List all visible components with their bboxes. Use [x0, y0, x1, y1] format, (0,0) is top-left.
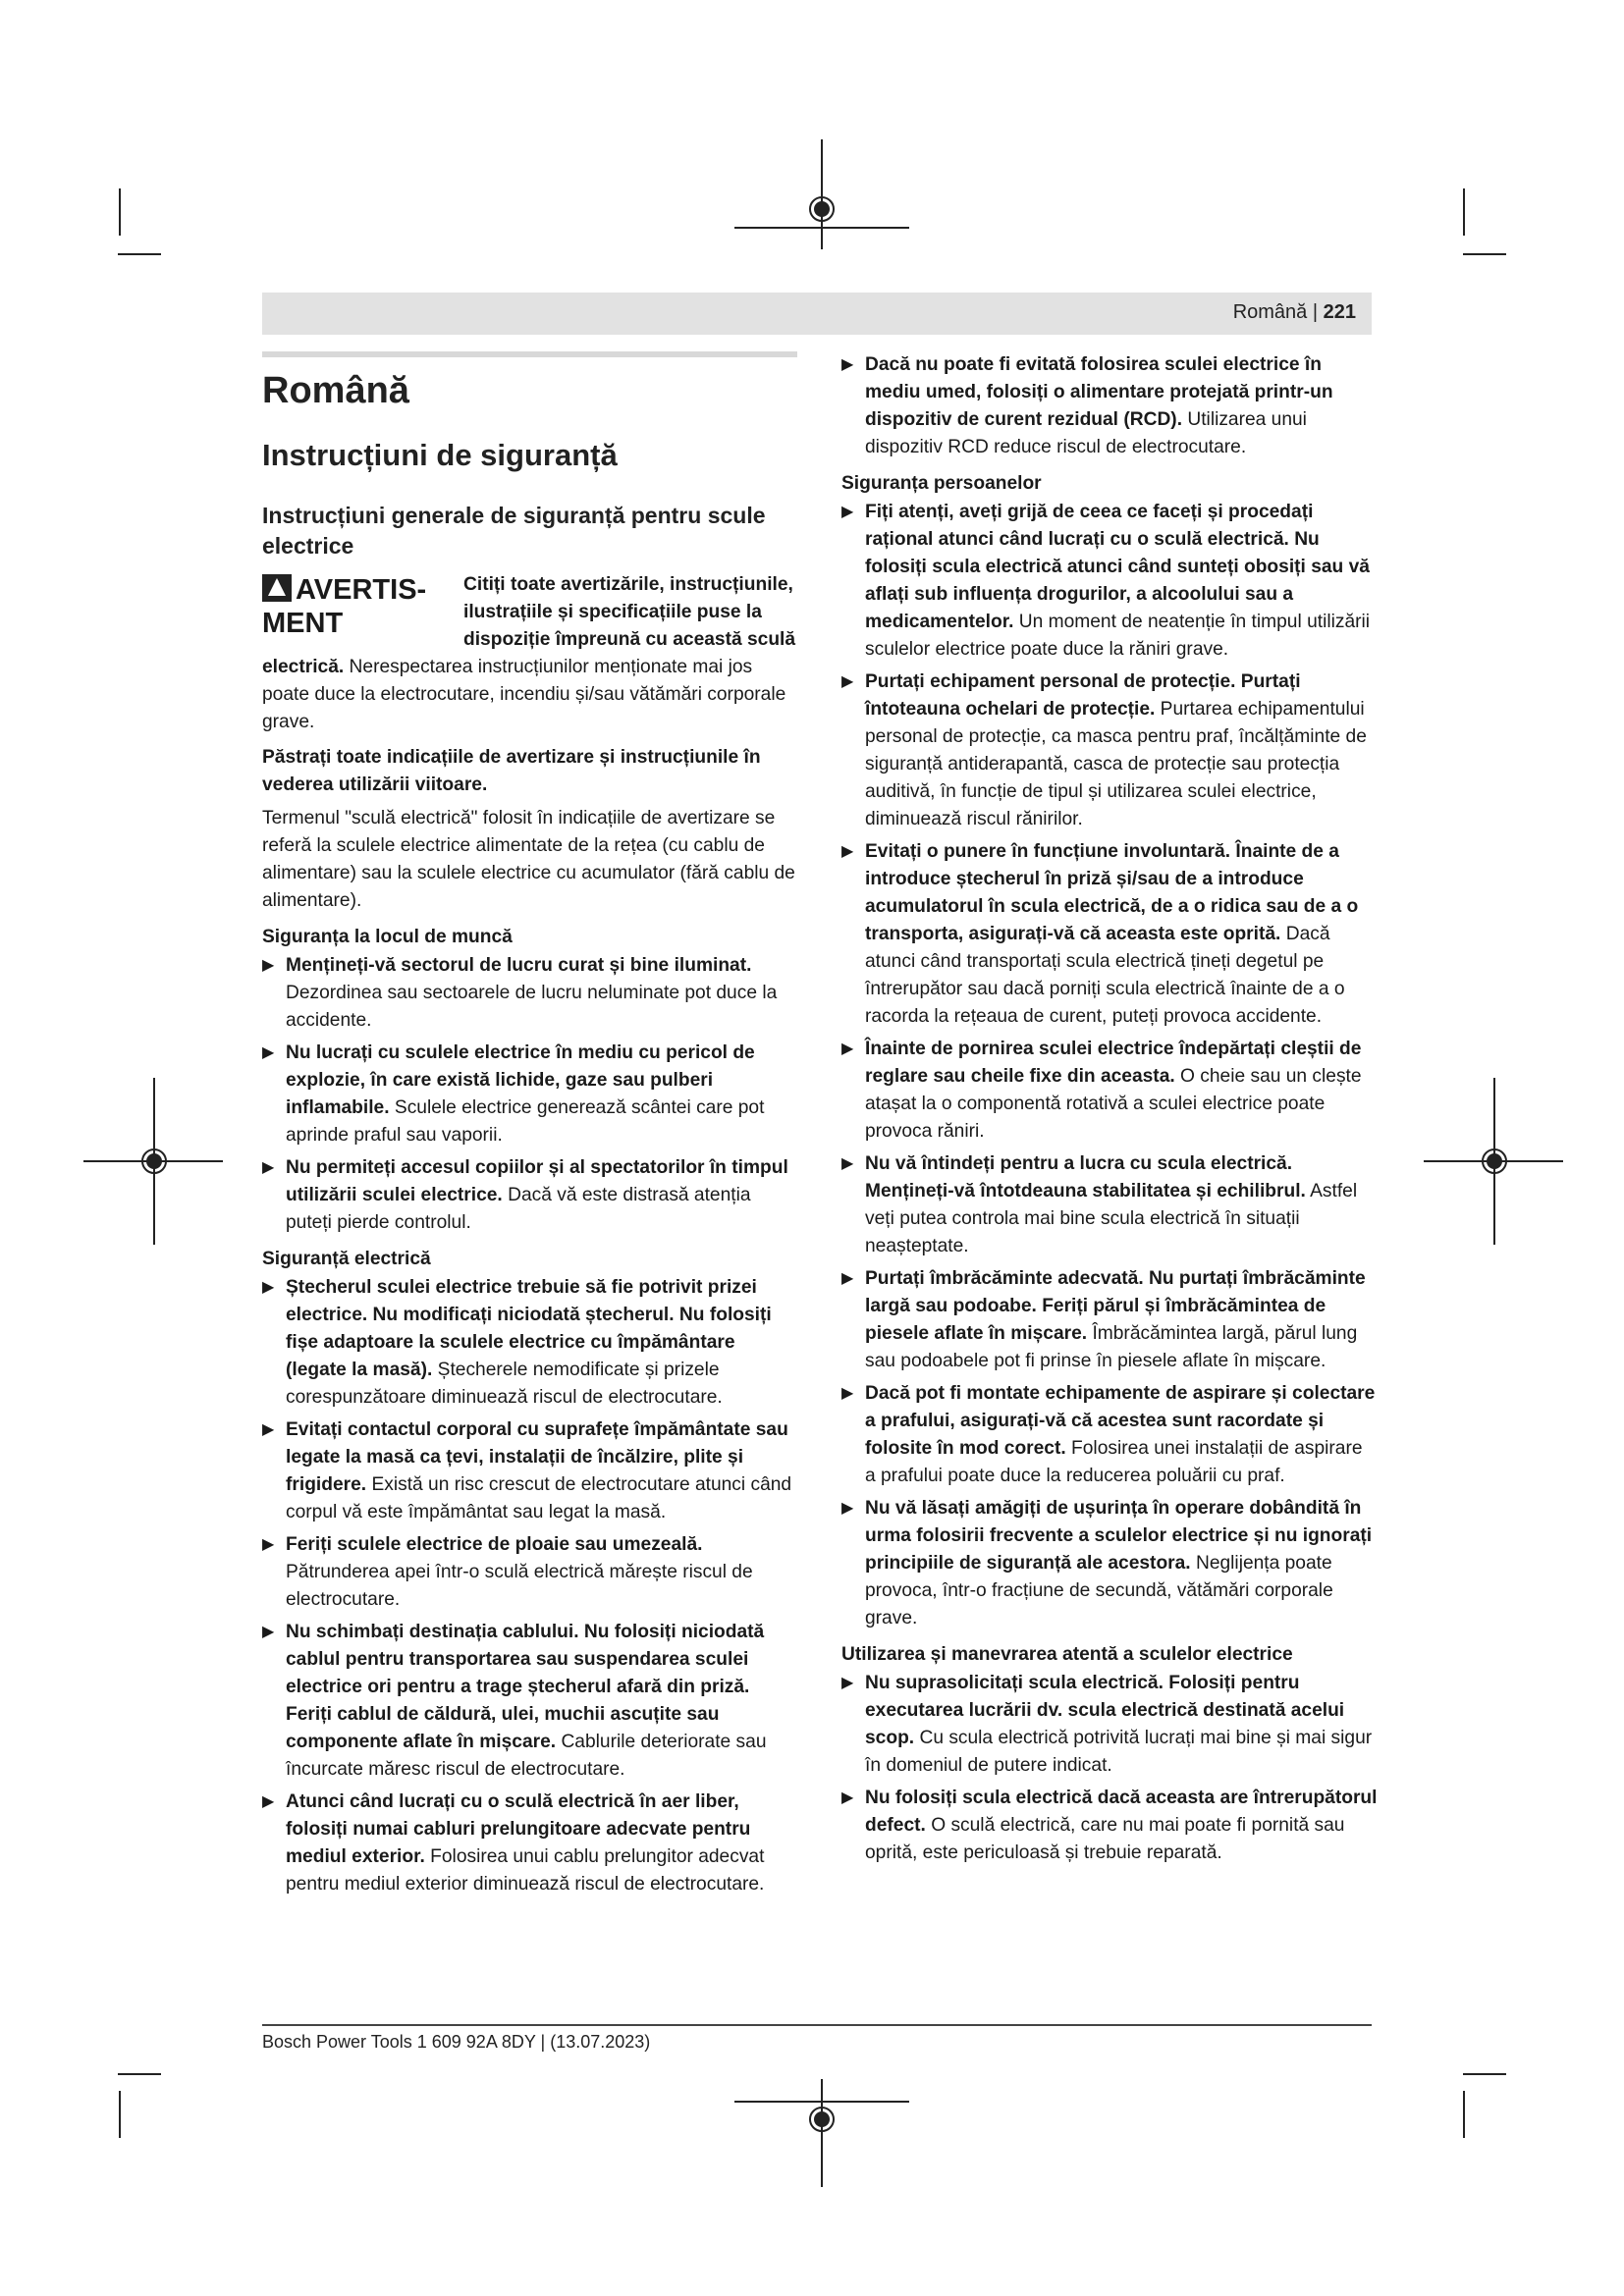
- list-item-bold: Nu suprasolicitați scula electrică. Folosiți pentru executarea lucrării dv. scula electrică destinată acelui scop.: [865, 1673, 1345, 1748]
- list-item-bold: Nu schimbați destinația cablului. Nu folosiți niciodată cablul pentru transportarea sau suspendarea sculei electrice ori pentru a trage ștecherul afară din priză. Feriți cablul de căldură, ulei, muchii ascuțite sau componente aflate în mișcare.: [286, 1622, 765, 1752]
- bullet-icon: ▶: [841, 673, 854, 690]
- bullet-icon: ▶: [262, 1279, 275, 1296]
- right-column: [841, 351, 1378, 1872]
- bullet-icon: ▶: [262, 1624, 275, 1640]
- registration-target-icon: [1482, 1148, 1507, 1174]
- subsection-title: Instrucțiuni generale de siguranță pentru scule electrice: [262, 503, 766, 559]
- section-title: Instrucțiuni de siguranță: [262, 438, 618, 472]
- list-item-bold: Fiți atenți, aveți grijă de ceea ce faceți și procedați rațional atunci când lucrați cu o sculă electrică. Nu folosiți scula electrică atunci când sunteți obosiți sau vă aflați sub influența drogurilor, a alcoolului sau a medicamentelor.: [865, 502, 1370, 632]
- crop-mark: [118, 2073, 161, 2075]
- list-item-text: Utilizarea unui dispozitiv RCD reduce riscul de electrocutare.: [865, 409, 1307, 457]
- list-item-bold: Mențineți-vă sectorul de lucru curat și bine iluminat.: [286, 955, 752, 976]
- list-item-text: Purtarea echipamentului personal de protecție, ca masca pentru praf, încălțăminte de siguranță antiderapantă, casca de protecție sau protecția auditivă, în funcție de tipul și utilizarea sculei electrice, diminuează riscul rănirilor.: [865, 699, 1367, 829]
- list-item: [841, 838, 1378, 1031]
- list-item-bold: Atunci când lucrați cu o sculă electrică în aer liber, folosiți numai cabluri prelungitoare adecvate pentru mediul exterior.: [286, 1791, 751, 1867]
- section-heading: Siguranță electrică: [262, 1249, 431, 1269]
- crop-mark: [119, 188, 121, 236]
- list-item-bold: Purtați echipament personal de protecție. Purtați întoteauna ochelari de protecție.: [865, 671, 1301, 720]
- bullet-icon: ▶: [841, 1385, 854, 1402]
- bullet-icon: ▶: [262, 1159, 275, 1176]
- bullet-icon: ▶: [262, 1044, 275, 1061]
- list-item-text: Există un risc crescut de electrocutare atunci când corpul vă este împământat sau legat la masă.: [286, 1474, 792, 1522]
- keep-instructions-text: Păstrați toate indicațiile de avertizare și instrucțiunile în vederea utilizării viitoare.: [262, 747, 761, 795]
- list-item: [262, 1154, 797, 1237]
- crop-mark: [118, 253, 161, 255]
- list-item-bold: Evitați o punere în funcțiune involuntară. Înainte de a introduce ștecherul în priză și/sau de a introduce acumulatorul în scula electrică, de a o ridica sau de a o transporta, asigurați-vă că aceasta este oprită.: [865, 841, 1359, 944]
- list-item: [262, 952, 797, 1035]
- list-item-text: Îmbrăcămintea largă, părul lung sau podoabele pot fi prinse în piesele aflate în mișcare.: [865, 1323, 1358, 1371]
- list-item-bold: Nu vă întindeți pentru a lucra cu scula electrică. Mențineți-vă întotdeauna stabilitatea și echilibrul.: [865, 1153, 1306, 1201]
- section-heading: Siguranța persoanelor: [841, 473, 1042, 494]
- list-item: [262, 1274, 797, 1412]
- warning-label-text: AVERTIS- MENT: [262, 574, 427, 639]
- right-sections: [841, 470, 1378, 1867]
- list-item-text: Un moment de neatenție în timpul utilizării sculelor electrice poate duce la răniri grave.: [865, 612, 1371, 660]
- list-item: [262, 1531, 797, 1614]
- bullet-icon: ▶: [262, 1793, 275, 1810]
- header-language: Română: [1232, 301, 1308, 323]
- section-heading: Utilizarea și manevrarea atentă a sculelor electrice: [841, 1644, 1293, 1665]
- list-item-text: Folosirea unei instalații de aspirare a prafului poate duce la reducerea poluării cu praf.: [865, 1438, 1363, 1486]
- bullet-icon: ▶: [841, 843, 854, 860]
- list-item-text: Cu scula electrică potrivită lucrați mai bine și mai sigur în domeniul de putere indicat.: [865, 1728, 1373, 1776]
- bullet-icon: ▶: [841, 1789, 854, 1806]
- list-item-text: Dacă vă este distrasă atenția puteți pierde controlul.: [286, 1185, 751, 1233]
- list-item-bold: Nu folosiți scula electrică dacă aceasta are întrerupătorul defect.: [865, 1788, 1378, 1836]
- list-item-bold: Purtați îmbrăcăminte adecvată. Nu purtați îmbrăcăminte largă sau podoabe. Feriți părul și îmbrăcămintea de piesele aflate în mișcare.: [865, 1268, 1366, 1344]
- left-sections: [262, 924, 797, 1898]
- list-item-bold: Dacă pot fi montate echipamente de aspirare și colectare a prafului, asigurați-vă că acestea sunt racordate și folosite în mod corect.: [865, 1383, 1376, 1459]
- list-item-text: O sculă electrică, care nu mai poate fi pornită sau oprită, este periculoasă și trebuie reparată.: [865, 1815, 1345, 1863]
- list-item: [262, 1040, 797, 1149]
- term-paragraph: Termenul "sculă electrică" folosit în indicațiile de avertizare se referă la sculele electrice alimentate de la rețea (cu cablu de alimentare) sau la sculele electrice cu acumulator (fără cablu de alimentare).: [262, 808, 795, 911]
- page-footer: Bosch Power Tools 1 609 92A 8DY | (13.07.2023): [262, 2032, 651, 2052]
- footer-rule: [262, 2024, 1372, 2026]
- list-item: [841, 1036, 1378, 1146]
- list-item: [841, 1495, 1378, 1632]
- registration-target-icon: [809, 2107, 835, 2132]
- bullet-icon: ▶: [841, 1270, 854, 1287]
- registration-target-icon: [141, 1148, 167, 1174]
- list-item-text: Ștecherele nemodificate și prizele corespunzătoare diminuează riscul de electrocutare.: [286, 1360, 723, 1408]
- list-item-text: Sculele electrice generează scântei care pot aprinde praful sau vaporii.: [286, 1097, 765, 1146]
- list-item-text: Neglijența poate provoca, într-o fracțiune de secundă, vătămări corporale grave.: [865, 1553, 1333, 1629]
- list-item-text: Cablurile deteriorate sau încurcate măresc riscul de electrocutare.: [286, 1732, 767, 1780]
- crop-mark: [1463, 253, 1506, 255]
- list-item: [841, 668, 1378, 833]
- list-item-bold: Nu lucrați cu sculele electrice în mediu cu pericol de explozie, în care există lichide, gaze sau pulberi inflamabile.: [286, 1042, 755, 1118]
- list-item-bold: Nu vă lăsați amăgiți de ușurința în operare dobândită în urma folosirii frecvente a sculelor electrice și nu ignorați principiile de siguranță ale acestora.: [865, 1498, 1373, 1574]
- warning-triangle-icon: [262, 574, 292, 602]
- list-item: [841, 1265, 1378, 1375]
- warning-bold-text: Citiți toate avertizările, instrucțiunile, ilustrațiile și specificațiile puse la dispoziție împreună cu această sculă electrică.: [262, 574, 796, 677]
- page-title: Română: [262, 370, 409, 411]
- section-heading: Siguranța la locul de muncă: [262, 927, 513, 947]
- list-item-text: Pătrunderea apei într-o sculă electrică mărește riscul de electrocutare.: [286, 1562, 753, 1610]
- bullet-icon: ▶: [262, 1421, 275, 1438]
- bullet-icon: ▶: [841, 1155, 854, 1172]
- header-separator: |: [1312, 301, 1319, 323]
- crop-mark: [1463, 2073, 1506, 2075]
- bullet-icon: ▶: [841, 1041, 854, 1057]
- list-item-text: Dezordinea sau sectoarele de lucru neluminate pot duce la accidente.: [286, 983, 778, 1031]
- crop-mark: [119, 2091, 121, 2138]
- list-item: [841, 499, 1378, 664]
- crop-mark: [1463, 188, 1465, 236]
- left-column: [262, 351, 797, 1903]
- warning-label: [262, 573, 463, 640]
- list-item-bold: Înainte de pornirea sculei electrice îndepărtați cleștii de reglare sau cheile fixe din aceasta.: [865, 1039, 1362, 1087]
- list-item: [262, 1789, 797, 1898]
- registration-line: [821, 139, 823, 249]
- list-item-bold: Dacă nu poate fi evitată folosirea sculei electrice în mediu umed, folosiți o alimentare protejată printr-un dispozitiv de curent rezidual (RCD).: [865, 354, 1333, 430]
- crop-mark: [1463, 2091, 1465, 2138]
- list-item-text: Dacă atunci când transportați scula electrică țineți degetul pe întrerupător sau dacă porniți scula electrică înainte de a o racorda la rețeaua de curent, puteți provoca accidente.: [865, 924, 1345, 1027]
- list-item-bold: Ștecherul sculei electrice trebuie să fie potrivit prizei electrice. Nu modificați niciodată ștecherul. Nu folosiți fișe adaptoare la sculele electrice cu împământare (legate la masă).: [286, 1277, 772, 1380]
- page-header: [262, 293, 1372, 335]
- list-item: [841, 351, 1378, 461]
- bullet-icon: ▶: [262, 1536, 275, 1553]
- list-item: [841, 1380, 1378, 1490]
- warning-block: [262, 571, 797, 736]
- list-item: [262, 1416, 797, 1526]
- header-text: [1233, 301, 1356, 324]
- bullet-icon: ▶: [262, 957, 275, 974]
- list-item: [841, 1785, 1378, 1867]
- list-item: [262, 1619, 797, 1784]
- registration-target-icon: [809, 196, 835, 222]
- list-item-bold: Evitați contactul corporal cu suprafețe împământate sau legate la masă ca țevi, instalații de încălzire, plite și frigidere.: [286, 1419, 788, 1495]
- list-item: [841, 1670, 1378, 1780]
- title-rule: [262, 351, 797, 357]
- registration-line: [821, 2079, 823, 2187]
- list-item: [841, 1150, 1378, 1260]
- list-item-text: Astfel veți putea controla mai bine scula electrică în situații neașteptate.: [865, 1181, 1358, 1256]
- bullet-icon: ▶: [841, 504, 854, 520]
- list-item-text: Folosirea unui cablu prelungitor adecvat pentru mediul exterior diminuează riscul de electrocutare.: [286, 1846, 765, 1895]
- keep-instructions: [262, 744, 797, 799]
- warning-text: Nerespectarea instrucțiunilor menționate mai jos poate duce la electrocutare, incendiu și/sau vătămări corporale grave.: [262, 657, 786, 732]
- list-item-bold: Feriți sculele electrice de ploaie sau umezeală.: [286, 1534, 703, 1555]
- bullet-icon: ▶: [841, 356, 854, 373]
- registration-line: [734, 2101, 909, 2103]
- list-item-text: O cheie sau un clește atașat la o componentă rotativă a sculei electrice poate provoca răniri.: [865, 1066, 1362, 1142]
- list-item-bold: Nu permiteți accesul copiilor și al spectatorilor în timpul utilizării sculei electrice.: [286, 1157, 788, 1205]
- registration-line: [734, 227, 909, 229]
- bullet-icon: ▶: [841, 1500, 854, 1517]
- page-number: 221: [1323, 301, 1356, 323]
- bullet-icon: ▶: [841, 1675, 854, 1691]
